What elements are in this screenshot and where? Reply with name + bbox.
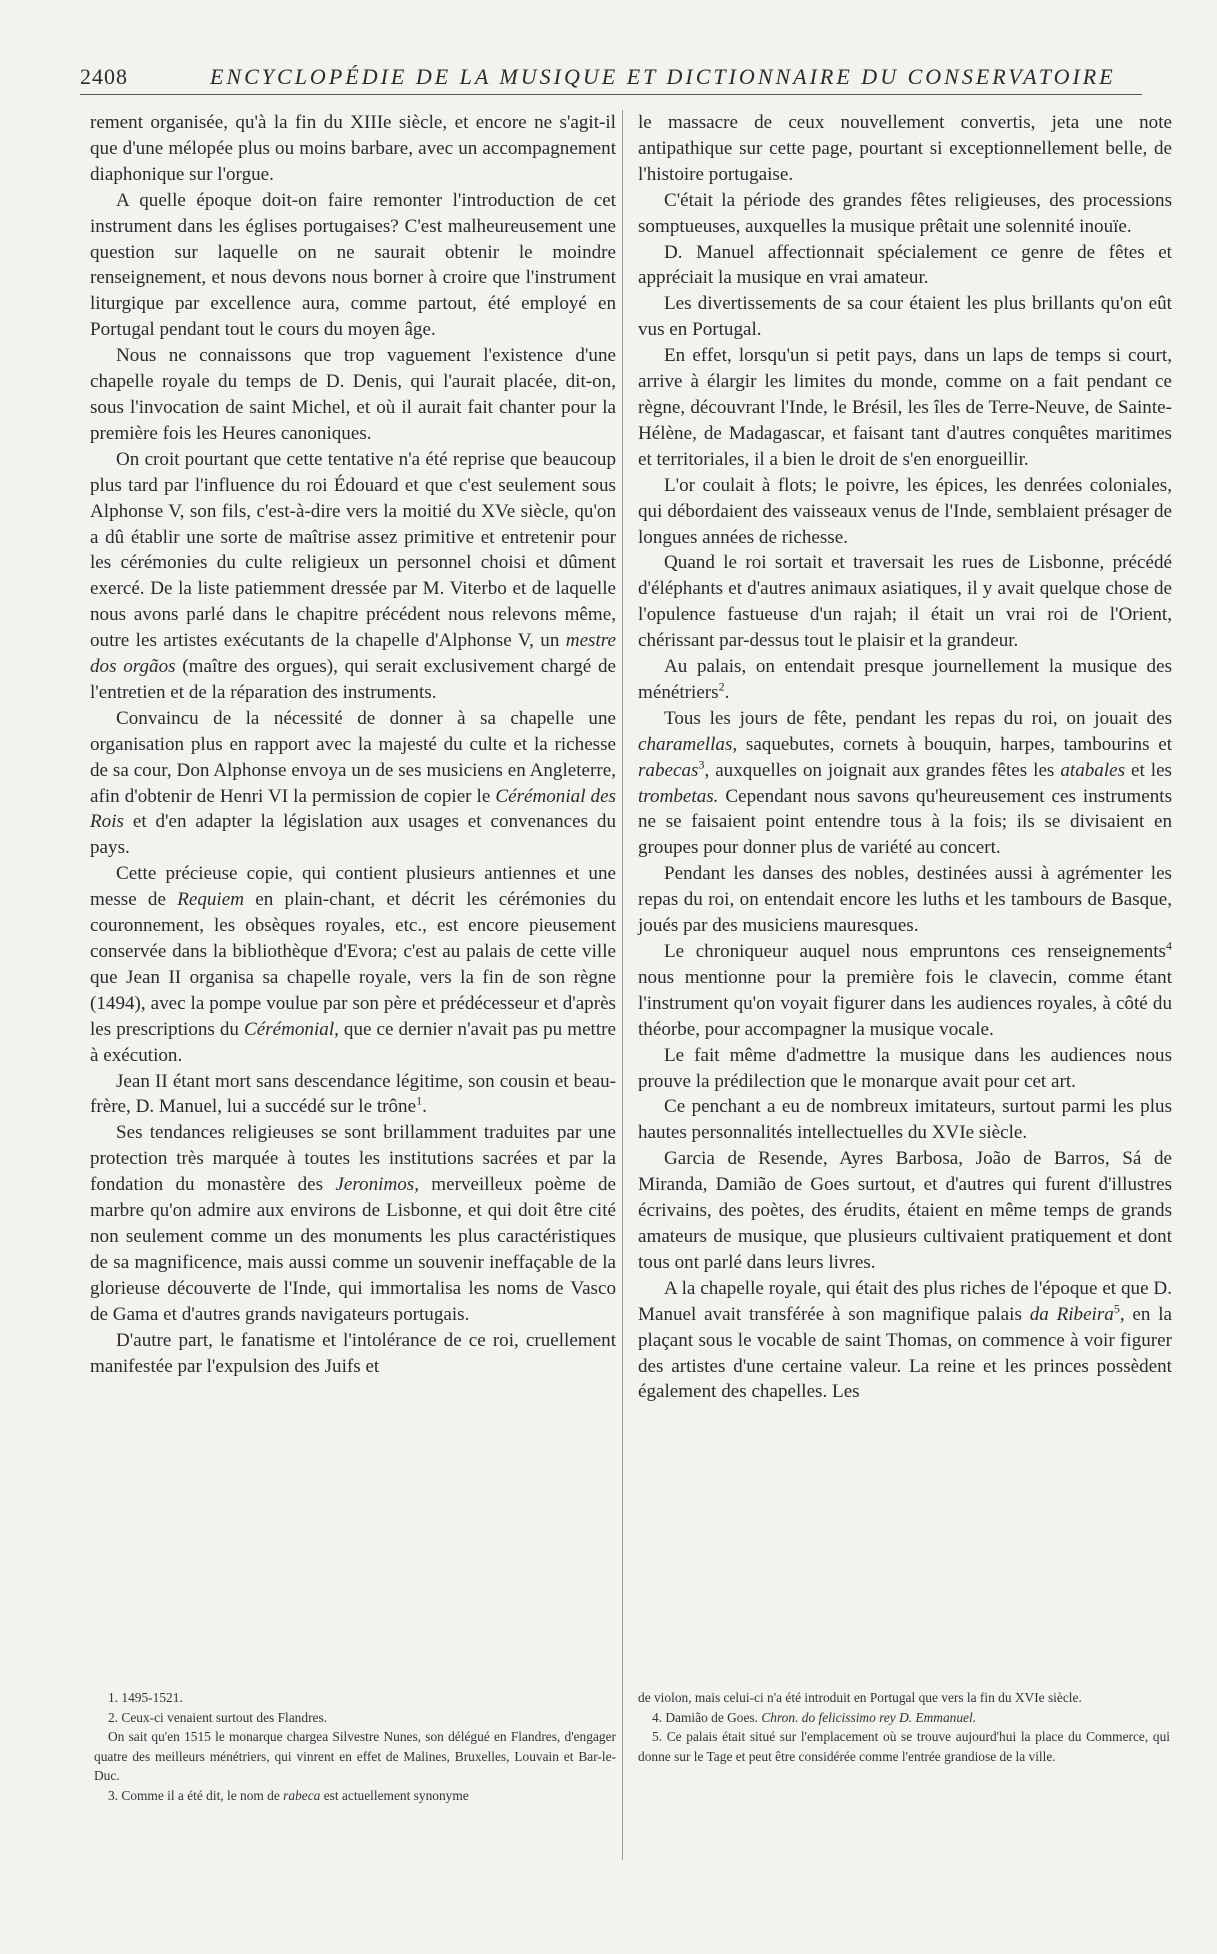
footnote-ref: 3 — [698, 757, 705, 772]
paragraph: Tous les jours de fête, pendant les repas du roi, on jouait des charamellas, saquebutes, cornets à bouquin, harpes, tambourins et rabecas$^3$, auxquelles on joignait aux grandes fêtes les atabales et les trombetas. Cependant nous savons qu'heureusement ces instruments ne se faisaient point entendre tous à la fois; ils se divisaient en groupes pour donner plus de variété au concert. — [638, 707, 1172, 859]
running-title: ENCYCLOPÉDIE DE LA MUSIQUE ET DICTIONNAIRE DU CONSERVATOIRE — [210, 64, 1116, 89]
paragraph: Cette précieuse copie, qui contient plusieurs antiennes et une messe de Requiem en plain-chant, et décrit les cérémonies du couronnement, les obsèques royales, etc., est encore pieusement conservée dans la bibliothèque d'Evora; c'est au palais de cette ville que Jean II organisa sa chapelle royale, vers la fin de son règne (1494), avec la pompe voulue par son père et prédécesseur et d'après les prescriptions du Cérémonial, que ce dernier n'avait pas pu mettre à exécution. — [90, 863, 617, 1066]
left-column — [90, 110, 616, 1379]
paragraph: D'autre part, le fanatisme et l'intolérance de ce roi, cruellement manifestée par l'expulsion des Juifs et — [90, 1329, 616, 1377]
footnote: 2. Ceux-ci venaient surtout des Flandres. — [108, 1709, 328, 1725]
paragraph: L'or coulait à flots; le poivre, les épices, les denrées coloniales, qui débordaient des vaisseaux venus de l'Inde, semblaient présager de longues années de richesse. — [638, 474, 1172, 548]
paragraph: C'était la période des grandes fêtes religieuses, des processions somptueuses, auxquelles la musique prêtait une solennité inouïe. — [638, 189, 1172, 237]
footnote: 4. Damião de Goes. Chron. do felicissimo rey D. Emmanuel. — [652, 1709, 977, 1725]
page-header — [80, 62, 1142, 95]
footnote: de violon, mais celui-ci n'a été introduit en Portugal que vers la fin du XVIe siècle. — [638, 1690, 1082, 1705]
page-number: 2408 — [80, 64, 128, 89]
paragraph: Au palais, on entendait presque journellement la musique des ménétriers$^2$. — [638, 656, 1172, 703]
footnotes-right — [638, 1688, 1170, 1766]
paragraph: Jean II étant mort sans descendance légitime, son cousin et beau-frère, D. Manuel, lui a succédé sur le trône$^1$. — [90, 1070, 616, 1118]
right-column — [638, 110, 1172, 1405]
paragraph: Le fait même d'admettre la musique dans les audiences nous prouve la prédilection que le monarque avait pour cet art. — [638, 1044, 1172, 1092]
paragraph: Convaincu de la nécessité de donner à sa chapelle une organisation plus en rapport avec la majesté du culte et la richesse de sa cour, Don Alphonse envoya un de ses musiciens en Angleterre, afin d'obtenir de Henri VI la permission de copier le Cérémonial des Rois et d'en adapter la législation aux usages et convenances du pays. — [90, 707, 616, 859]
footnote: 1. 1495-1521. — [108, 1690, 183, 1705]
paragraph: rement organisée, qu'à la fin du XIIIe siècle, et encore ne s'agit-il que d'une mélopée plus ou moins barbare, avec un accompagnement diaphonique sur l'orgue. — [90, 112, 616, 185]
footnote: 3. Comme il a été dit, le nom de rabeca est actuellement synonyme — [108, 1787, 469, 1803]
footnote-ref: 2 — [718, 679, 725, 694]
footnote: 5. Ce palais était situé sur l'emplacement où se trouve aujourd'hui la place du Commerce, qui donne sur le Tage et peut être considérée comme l'entrée grandiose de la ville. — [638, 1729, 1170, 1764]
paragraph: Le chroniqueur auquel nous empruntons ces renseignements$^4$ nous mentionne pour la première fois le clavecin, comme étant l'instrument qu'on voyait figurer dans les audiences royales, à côté du théorbe, pour accompagner la musique vocale. — [638, 938, 1172, 1040]
paragraph: Les divertissements de sa cour étaient les plus brillants qu'on eût vus en Portugal. — [638, 293, 1172, 341]
paragraph: En effet, lorsqu'un si petit pays, dans un laps de temps si court, arrive à élargir les limites du monde, comme on a fait pendant ce règne, découvrant l'Inde, le Brésil, les îles de Terre-Neuve, de Sainte-Hélène, de Madagascar, et faisant tant d'autres conquêtes maritimes et territoriales, il a bien le droit de s'en enorgueillir. — [638, 345, 1172, 470]
footnote: On sait qu'en 1515 le monarque chargea Silvestre Nunes, son délégué en Flandres, d'engager quatre des meilleurs ménétriers, qui vinrent en effet de Malines, Bruxelles, Louvain et Bar-le-Duc. — [94, 1729, 616, 1784]
paragraph: On croit pourtant que cette tentative n'a été reprise que beaucoup plus tard par l'influence du roi Édouard et que c'est seulement sous Alphonse V, son fils, c'est-à-dire vers la moitié du XVe siècle, qu'on a dû établir une sorte de maîtrise assez primitive et entretenir pour les cérémonies du culte religieux un personnel choisi et dûment exercé. De la liste patiemment dressée par M. Viterbo et de laquelle nous avons parlé dans le chapitre précédent nous relevons même, outre les artistes exécutants de la chapelle d'Alphonse V, un mestre dos orgãos (maître des orgues), qui serait exclusivement chargé de l'entretien et de la réparation des instruments. — [90, 448, 616, 703]
footnote-ref: 4 — [1166, 938, 1172, 953]
paragraph: A quelle époque doit-on faire remonter l'introduction de cet instrument dans les églises portugaises? C'est malheureusement une question sur laquelle on ne saurait obtenir le moindre renseignement, et nous devons nous borner à croire que l'instrument liturgique par excellence aura, comme partout, été employé en Portugal pendant tout le cours du moyen âge. — [90, 189, 616, 341]
paragraph: A la chapelle royale, qui était des plus riches de l'époque et que D. Manuel avait transférée à son magnifique palais da Ribeira$^5$, en la plaçant sous le vocable de saint Thomas, on commence à voir figurer des artistes d'une certaine valeur. La reine et les princes possèdent également des chapelles. Les — [638, 1277, 1172, 1403]
footnote-ref: 1 — [416, 1094, 423, 1109]
paragraph: Quand le roi sortait et traversait les rues de Lisbonne, précédé d'éléphants et d'autres animaux asiatiques, il y avait quelque chose de l'opulence fastueuse d'un rajah; il était un vrai roi de l'Orient, chérissant par-dessus tout le plaisir et la grandeur. — [638, 552, 1172, 652]
paragraph: Pendant les danses des nobles, destinées aussi à agrémenter les repas du roi, on entendait encore les luths et les tambours de Basque, joués par des musiciens mauresques. — [638, 863, 1172, 937]
paragraph: Ce penchant a eu de nombreux imitateurs, surtout parmi les plus hautes personnalités intellectuelles du XVIe siècle. — [638, 1096, 1172, 1144]
footnote-ref: 5 — [1113, 1301, 1120, 1316]
paragraph: le massacre de ceux nouvellement convertis, jeta une note antipathique sur cette page, pourtant si exceptionnellement belle, de l'histoire portugaise. — [638, 112, 1172, 185]
paragraph: D. Manuel affectionnait spécialement ce genre de fêtes et appréciait la musique en vrai amateur. — [638, 241, 1172, 289]
paragraph: Ses tendances religieuses se sont brillamment traduites par une protection très marquée à toutes les institutions sacrées et par la fondation du monastère des Jeronimos, merveilleux poème de marbre qu'on admire aux environs de Lisbonne, et qui doit être cité non seulement comme un des monuments les plus caractéristiques de sa magnificence, mais aussi comme un souvenir ineffaçable de la glorieuse découverte de l'Inde, qui immortalisa les noms de Vasco de Gama et d'autres grands navigateurs portugais. — [90, 1122, 616, 1325]
column-divider — [622, 110, 623, 1685]
footnotes-left — [94, 1688, 616, 1806]
footnote-divider — [622, 1685, 623, 1860]
paragraph: Nous ne connaissons que trop vaguement l'existence d'une chapelle royale du temps de D. Denis, qui l'aurait placée, dit-on, sous l'invocation de saint Michel, et où il aurait fait chanter pour la première fois les Heures canoniques. — [90, 345, 616, 444]
paragraph: Garcia de Resende, Ayres Barbosa, João de Barros, Sá de Miranda, Damião de Goes surtout, et d'autres qui furent d'illustres écrivains, des poètes, des érudits, étaient en même temps de grands amateurs de musique, que plusieurs cultivaient pratiquement et dont tous ont parlé dans leurs livres. — [638, 1148, 1172, 1273]
